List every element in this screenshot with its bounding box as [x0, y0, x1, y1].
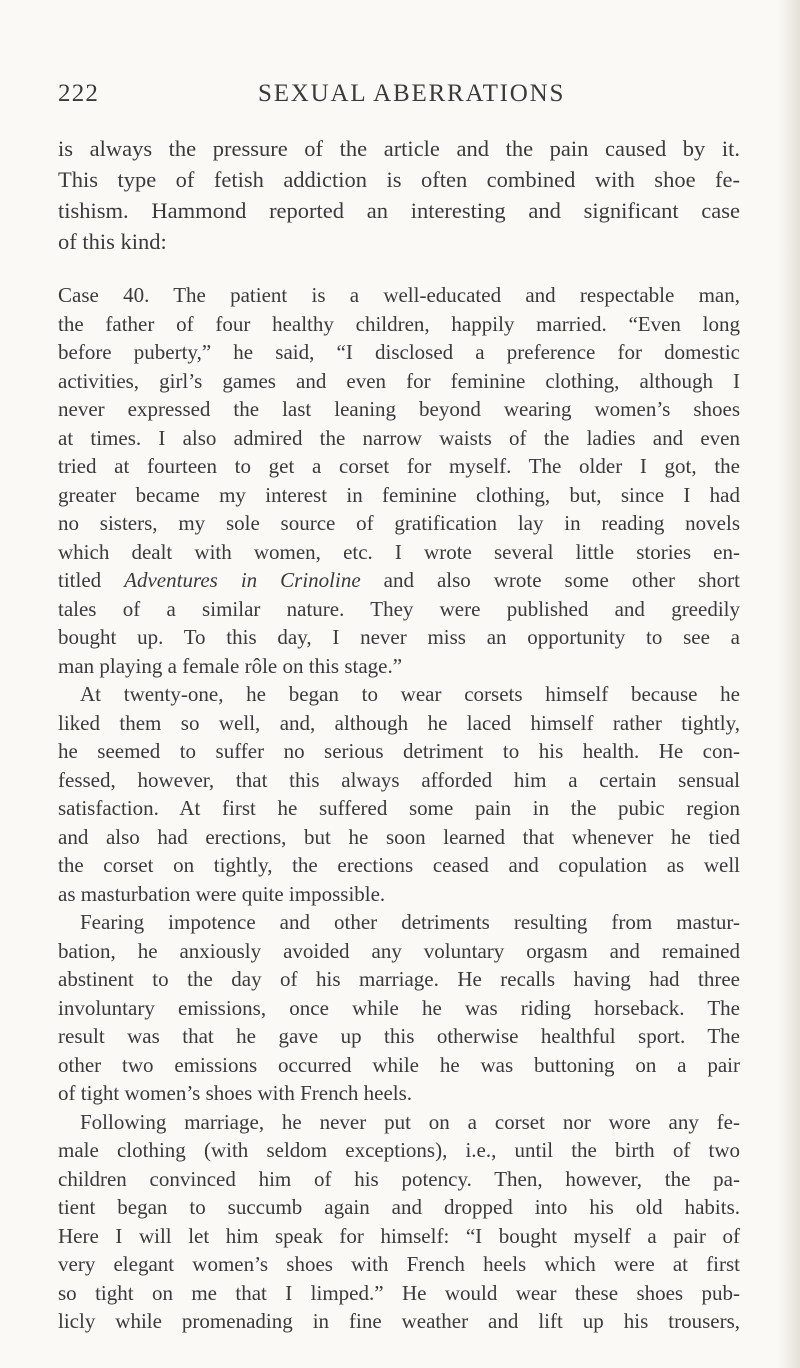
text-line: never expressed the last leaning beyond wearing women’s shoes	[58, 397, 740, 421]
text-line: tales of a similar nature. They were published and greedily	[58, 596, 740, 621]
text-line: of this kind:	[58, 229, 167, 254]
text-line: Following marriage, he never put on a corset nor wore any fe-	[80, 1109, 740, 1134]
text-line: so tight on me that I limped.” He would wear these shoes pub-	[58, 1280, 740, 1305]
text-line: the father of four healthy children, happily married. “Even long	[58, 311, 740, 336]
text-segment: and also wrote some other short	[360, 568, 740, 592]
text-line: This type of fetish addiction is often combined with shoe fe-	[58, 167, 740, 192]
text-line: as masturbation were quite impossible.	[58, 881, 386, 906]
text-line: bation, he anxiously avoided any voluntary orgasm and remained	[58, 938, 740, 963]
text-line: abstinent to the day of his marriage. He recalls having had three	[58, 967, 740, 991]
text-line: fessed, however, that this always afforded him a certain sensual	[58, 767, 740, 792]
text-line: greater became my interest in feminine clothing, but, since I had	[58, 482, 740, 507]
intro-paragraph	[58, 133, 740, 257]
paragraph-marriage	[58, 1108, 740, 1336]
text-line: very elegant women’s shoes with French heels which were at first	[58, 1252, 740, 1276]
text-line: he seemed to suffer no serious detriment to his health. He con-	[58, 739, 740, 763]
text-line: at times. I also admired the narrow waists of the ladies and even	[58, 425, 740, 450]
text-line: Case 40. The patient is a well-educated and respectable man,	[58, 283, 740, 307]
text-line: children convinced him of his potency. Then, however, the pa-	[58, 1166, 740, 1191]
text-line: tried at fourteen to get a corset for myself. The older I got, the	[58, 454, 740, 478]
text-line: activities, girl’s games and even for feminine clothing, although I	[58, 368, 740, 393]
text-line: involuntary emissions, once while he was riding horseback. The	[58, 995, 740, 1020]
text-line: male clothing (with seldom exceptions), i.e., until the birth of two	[58, 1138, 740, 1162]
running-title: SEXUAL ABERRATIONS	[258, 80, 566, 107]
text-line: At twenty-one, he began to wear corsets himself because he	[80, 682, 740, 706]
text-line: and also had erections, but he soon learned that whenever he tied	[58, 824, 740, 849]
text-line: man playing a female rôle on this stage.”	[58, 653, 403, 678]
paragraph-corsets	[58, 680, 740, 908]
text-line: tishism. Hammond reported an interesting and significant case	[58, 198, 740, 223]
text-line: is always the pressure of the article and the pain caused by it.	[58, 136, 740, 161]
paragraph-impotence	[58, 908, 740, 1108]
text-line: other two emissions occurred while he was buttoning on a pair	[58, 1052, 740, 1077]
text-line: licly while promenading in fine weather and lift up his trousers,	[58, 1309, 740, 1333]
text-line: liked them so well, and, although he laced himself rather tightly,	[58, 710, 740, 735]
text-line: no sisters, my sole source of gratification lay in reading novels	[58, 511, 740, 535]
case-40-paragraph	[58, 281, 740, 680]
text-line: satisfaction. At first he suffered some pain in the pubic region	[58, 796, 740, 820]
text-line: before puberty,” he said, “I disclosed a preference for domestic	[58, 340, 740, 364]
text-line: tient began to succumb again and dropped into his old habits.	[58, 1195, 740, 1219]
text-segment: titled	[58, 568, 125, 592]
text-line: the corset on tightly, the erections ceased and copulation as well	[58, 853, 740, 877]
book-title: Adventures in Crinoline	[124, 568, 361, 592]
text-line: result was that he gave up this otherwise healthful sport. The	[58, 1024, 740, 1048]
page-edge-shadow	[778, 0, 800, 1368]
page-header	[58, 80, 738, 114]
text-line: of tight women’s shoes with French heels.	[58, 1081, 413, 1105]
text-line: which dealt with women, etc. I wrote several little stories en-	[58, 539, 740, 564]
text-line: Fearing impotence and other detriments resulting from mastur-	[80, 910, 740, 934]
body-text	[58, 133, 740, 1336]
text-line: Here I will let him speak for himself: “I bought myself a pair of	[58, 1223, 740, 1248]
text-line-with-title	[58, 566, 740, 595]
page-number: 222	[58, 80, 100, 107]
text-line: bought up. To this day, I never miss an opportunity to see a	[58, 625, 740, 649]
